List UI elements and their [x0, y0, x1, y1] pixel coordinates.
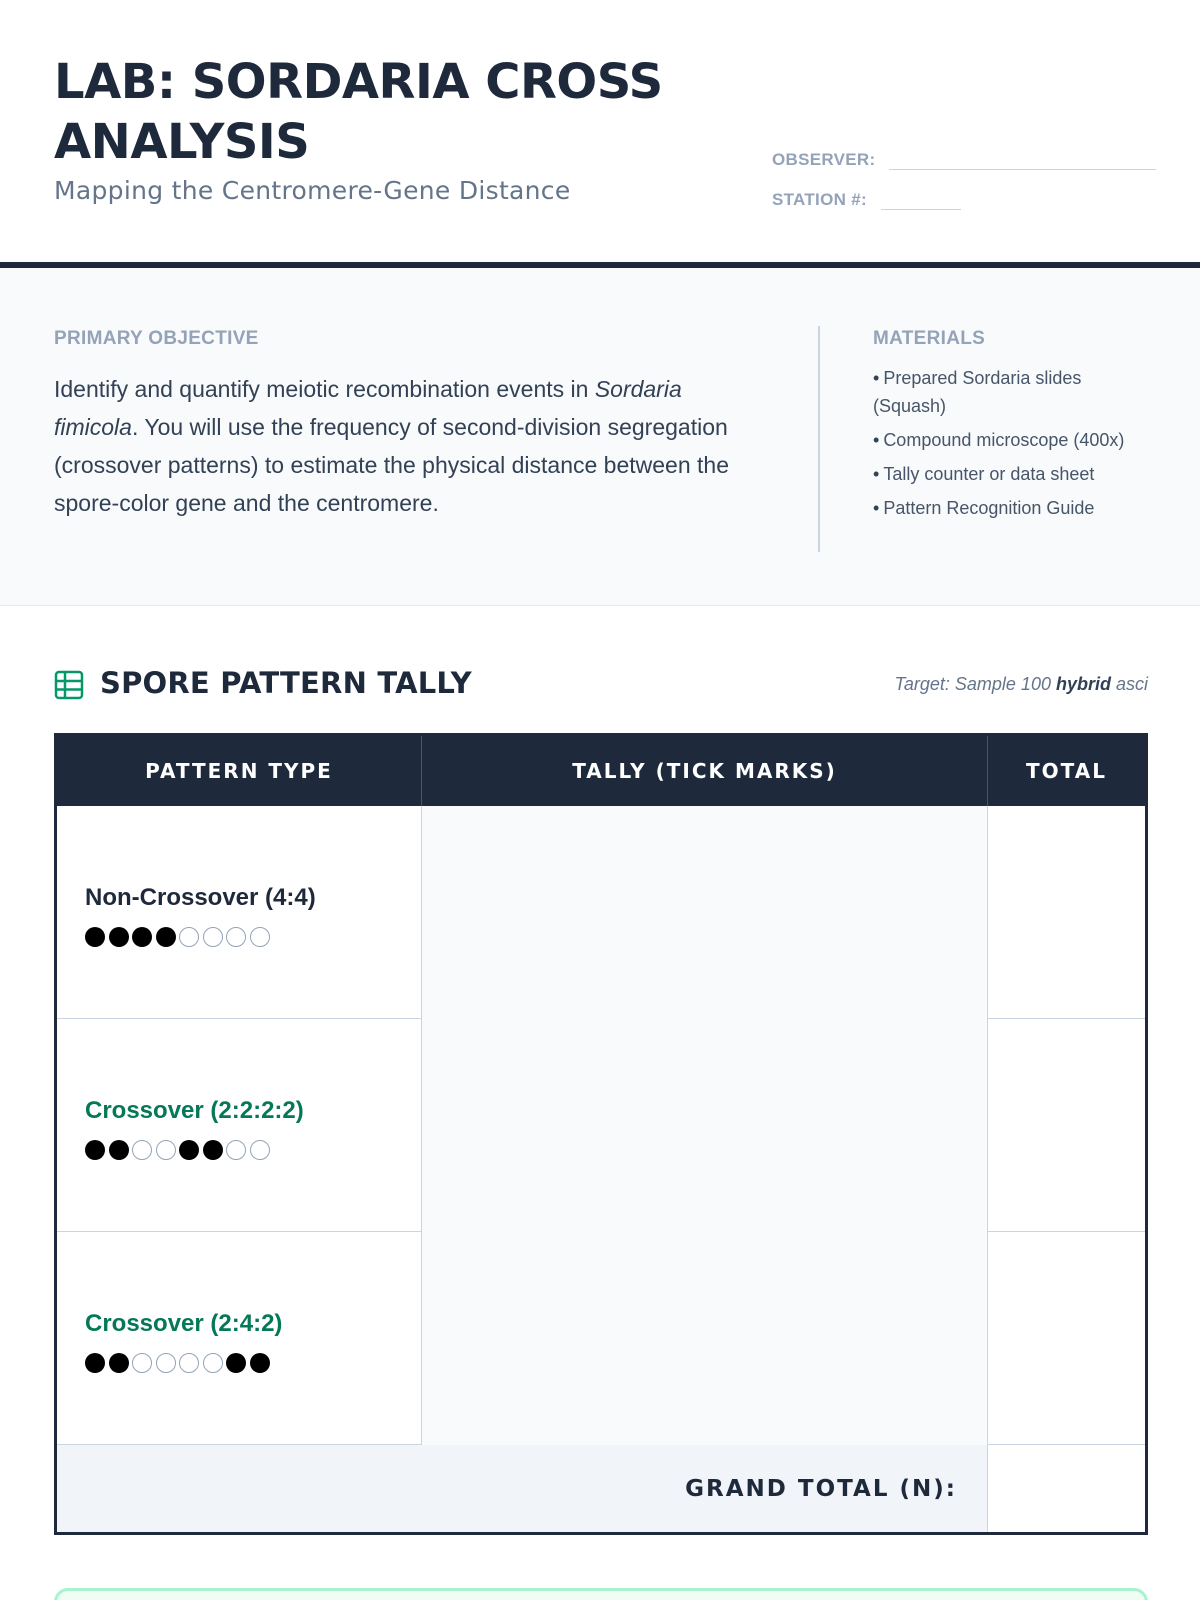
- pattern-name: Crossover (2:4:2): [85, 1310, 283, 1337]
- grand-total-cell[interactable]: [987, 1445, 1145, 1532]
- results-panel: [54, 1588, 1148, 1600]
- dark-spore: [109, 1140, 129, 1160]
- table-grid-icon: [54, 670, 84, 700]
- list-item: • Compound microscope (400x): [873, 430, 1125, 450]
- page-header: [0, 0, 1200, 268]
- list-item: • Tally counter or data sheet: [873, 464, 1095, 484]
- cell-separator: [421, 1019, 422, 1232]
- tally-cell[interactable]: [421, 1019, 987, 1232]
- dark-spore: [85, 1140, 105, 1160]
- grand-total-row: [57, 1445, 1145, 1532]
- tally-target: Target: Sample 100 hybrid asci: [894, 674, 1148, 694]
- dark-spore: [226, 1353, 246, 1373]
- materials-panel: [873, 328, 1153, 528]
- light-spore: [203, 927, 223, 947]
- dark-spore: [109, 1353, 129, 1373]
- total-cell[interactable]: [988, 1019, 1145, 1232]
- light-spore: [132, 1140, 152, 1160]
- tally-cell[interactable]: [421, 806, 987, 1019]
- pattern-name: Non-Crossover (4:4): [85, 884, 316, 911]
- page-title: LAB: SORDARIA CROSS ANALYSIS: [54, 54, 663, 170]
- observer-row: [772, 150, 1156, 170]
- table-row: [57, 1019, 1145, 1232]
- spore-pattern: [85, 927, 273, 947]
- light-spore: [179, 1353, 199, 1373]
- table-header: [57, 736, 1145, 806]
- light-spore: [203, 1353, 223, 1373]
- column-header-pattern: PATTERN TYPE: [145, 759, 333, 783]
- dark-spore: [203, 1140, 223, 1160]
- column-header-total: TOTAL: [1026, 759, 1107, 783]
- observer-label: OBSERVER:: [772, 150, 876, 169]
- dark-spore: [156, 927, 176, 947]
- dark-spore: [179, 1140, 199, 1160]
- page-subtitle: Mapping the Centromere-Gene Distance: [54, 176, 571, 205]
- tally-cell[interactable]: [421, 1232, 987, 1445]
- materials-list: [873, 364, 1153, 522]
- station-field[interactable]: [881, 192, 961, 210]
- list-item: • Pattern Recognition Guide: [873, 498, 1095, 518]
- spore-pattern: [85, 1140, 273, 1160]
- station-row: [772, 190, 961, 210]
- pattern-name: Crossover (2:2:2:2): [85, 1097, 304, 1124]
- materials-label: MATERIALS: [873, 328, 986, 349]
- station-label: STATION #:: [772, 190, 867, 209]
- total-cell[interactable]: [988, 1232, 1145, 1445]
- objective-text: Identify and quantify meiotic recombination events in Sordaria fimicola. You will use the frequency of second-division segregation (crossover patterns) to estimate the physical distance between the spore-color gene and the centromere.: [54, 376, 730, 516]
- grand-total-label: GRAND TOTAL (N):: [685, 1475, 957, 1502]
- section-divider: [818, 326, 820, 552]
- light-spore: [156, 1140, 176, 1160]
- spore-pattern: [85, 1353, 273, 1373]
- objective-section: [0, 268, 1200, 606]
- total-cell[interactable]: [988, 806, 1145, 1019]
- light-spore: [132, 1353, 152, 1373]
- light-spore: [250, 1140, 270, 1160]
- dark-spore: [250, 1353, 270, 1373]
- objective-label: PRIMARY OBJECTIVE: [54, 328, 259, 349]
- column-header-tally: TALLY (TICK MARKS): [572, 759, 837, 783]
- cell-separator: [421, 1232, 422, 1445]
- dark-spore: [85, 1353, 105, 1373]
- dark-spore: [132, 927, 152, 947]
- light-spore: [226, 927, 246, 947]
- table-row: [57, 1232, 1145, 1445]
- cell-separator: [421, 806, 422, 1019]
- light-spore: [250, 927, 270, 947]
- tally-table: [54, 733, 1148, 1535]
- tally-title: SPORE PATTERN TALLY: [100, 666, 472, 700]
- light-spore: [179, 927, 199, 947]
- light-spore: [226, 1140, 246, 1160]
- light-spore: [156, 1353, 176, 1373]
- dark-spore: [85, 927, 105, 947]
- list-item: • Prepared Sordaria slides (Squash): [873, 368, 1082, 416]
- tally-heading: [54, 664, 1148, 704]
- table-row: [57, 806, 1145, 1019]
- observer-field[interactable]: [889, 152, 1156, 170]
- dark-spore: [109, 927, 129, 947]
- primary-objective: [54, 328, 754, 522]
